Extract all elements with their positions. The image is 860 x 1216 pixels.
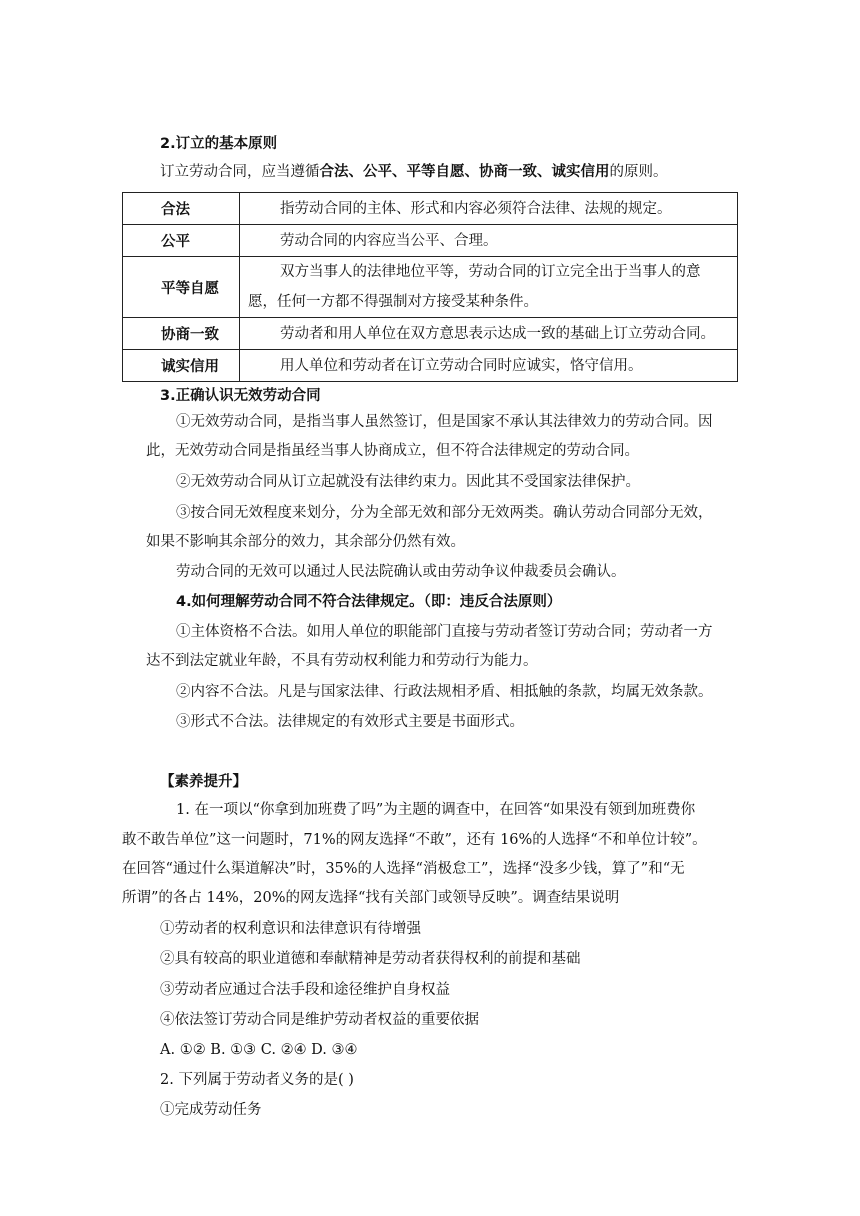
principle-desc: 用人单位和劳动者在订立劳动合同时应诚实，恪守信用。 bbox=[240, 350, 738, 382]
question-1-option: ④依法签订劳动合同是维护劳动者权益的重要依据 bbox=[160, 1012, 479, 1028]
principle-term: 公平 bbox=[123, 225, 240, 257]
question-2-text: 2. 下列属于劳动者义务的是( ) bbox=[160, 1072, 354, 1088]
section-3-paragraph: ②无效劳动合同从订立起就没有法律约束力。因此其不受国家法律保护。 bbox=[176, 474, 640, 490]
table-row bbox=[123, 225, 738, 257]
question-1-text: 在回答“通过什么渠道解决”时，35%的人选择“消极怠工”，选择“没多少钱，算了”和“无 bbox=[122, 861, 685, 877]
section-3-heading: 3.正确认识无效劳动合同 bbox=[160, 388, 321, 404]
principle-desc bbox=[240, 257, 738, 318]
question-1-text: 敢不敢告单位”这一问题时，71%的网友选择“不敢”，还有 16%的人选择“不和单位计较”。 bbox=[122, 832, 707, 848]
intro-text-post: 的原则。 bbox=[609, 164, 668, 180]
section-3-paragraph: 劳动合同的无效可以通过人民法院确认或由劳动争议仲裁委员会确认。 bbox=[176, 564, 626, 580]
section-4-paragraph: 达不到法定就业年龄，不具有劳动权利能力和劳动行为能力。 bbox=[146, 653, 538, 669]
section-3-paragraph: ①无效劳动合同，是指当事人虽然签订，但是国家不承认其法律效力的劳动合同。因 bbox=[176, 414, 713, 430]
principle-term: 诚实信用 bbox=[123, 350, 240, 382]
principle-desc-line-2: 愿，任何一方都不得强制对方接受某种条件。 bbox=[248, 294, 538, 310]
table-row bbox=[123, 257, 738, 318]
section-4-paragraph: ②内容不合法。凡是与国家法律、行政法规相矛盾、相抵触的条款，均属无效条款。 bbox=[176, 684, 713, 700]
section-4-paragraph: ③形式不合法。法律规定的有效形式主要是书面形式。 bbox=[176, 714, 524, 730]
table-row bbox=[123, 350, 738, 382]
principles-table bbox=[122, 192, 738, 382]
section-4-heading: 4.如何理解劳动合同不符合法律规定。（即：违反合法原则） bbox=[176, 594, 562, 610]
question-1-text: 1. 在一项以“你拿到加班费了吗”为主题的调查中，在回答“如果没有领到加班费你 bbox=[176, 802, 696, 818]
section-2-intro bbox=[160, 162, 668, 182]
question-1-choices: A. ①② B. ①③ C. ②④ D. ③④ bbox=[160, 1042, 358, 1058]
principle-term: 协商一致 bbox=[123, 318, 240, 350]
section-2-heading: 2.订立的基本原则 bbox=[160, 136, 278, 152]
question-1-text: 所谓”的各占 14%，20%的网友选择“找有关部门或领导反映”。调查结果说明 bbox=[122, 890, 620, 906]
intro-text-bold: 合法、公平、平等自愿、协商一致、诚实信用 bbox=[319, 164, 610, 180]
question-1-option: ②具有较高的职业道德和奉献精神是劳动者获得权利的前提和基础 bbox=[160, 951, 581, 967]
principle-term: 平等自愿 bbox=[123, 257, 240, 318]
question-1-option: ①劳动者的权利意识和法律意识有待增强 bbox=[160, 921, 421, 937]
principle-desc: 劳动合同的内容应当公平、合理。 bbox=[240, 225, 738, 257]
section-3-paragraph: 此，无效劳动合同是指虽经当事人协商成立，但不符合法律规定的劳动合同。 bbox=[146, 443, 639, 459]
practice-heading: 【素养提升】 bbox=[160, 774, 247, 790]
principle-desc: 劳动者和用人单位在双方意思表示达成一致的基础上订立劳动合同。 bbox=[240, 318, 738, 350]
section-3-paragraph: 如果不影响其余部分的效力，其余部分仍然有效。 bbox=[146, 534, 465, 550]
question-1-option: ③劳动者应通过合法手段和途径维护自身权益 bbox=[160, 982, 450, 998]
section-4-paragraph: ①主体资格不合法。如用人单位的职能部门直接与劳动者签订劳动合同；劳动者一方 bbox=[176, 624, 713, 640]
table-row bbox=[123, 318, 738, 350]
principle-term: 合法 bbox=[123, 193, 240, 225]
principle-desc: 指劳动合同的主体、形式和内容必须符合法律、法规的规定。 bbox=[240, 193, 738, 225]
question-2-option: ①完成劳动任务 bbox=[160, 1102, 262, 1118]
table-row bbox=[123, 193, 738, 225]
principle-desc-line-1: 双方当事人的法律地位平等，劳动合同的订立完全出于当事人的意 bbox=[280, 264, 701, 280]
section-3-paragraph: ③按合同无效程度来划分，分为全部无效和部分无效两类。确认劳动合同部分无效， bbox=[176, 505, 713, 521]
intro-text-pre: 订立劳动合同，应当遵循 bbox=[160, 164, 320, 180]
